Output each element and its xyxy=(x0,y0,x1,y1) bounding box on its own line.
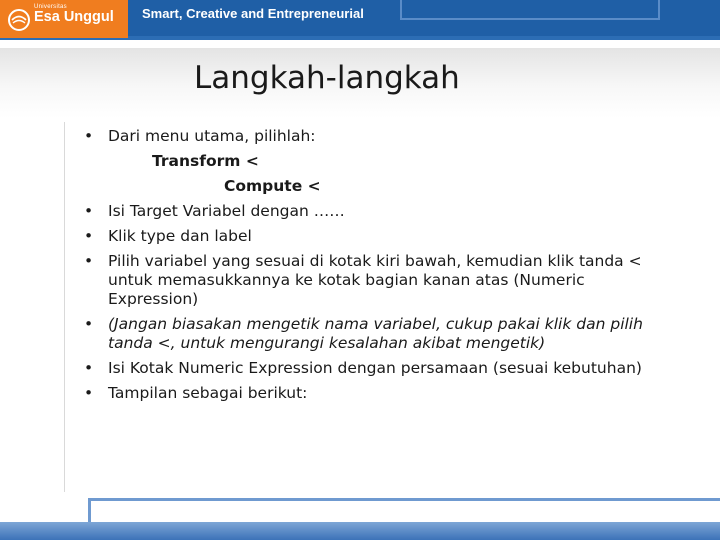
logo-globe-icon xyxy=(8,9,30,31)
bullet-item xyxy=(76,359,676,378)
bullet-text: (Jangan biasakan mengetik nama variabel, cukup pakai klik dan pilih tanda <, untuk mengurangi kesalahan akibat mengetik) xyxy=(108,315,643,352)
header-tagline: Smart, Creative and Entrepreneurial xyxy=(142,6,364,21)
bullet-icon: • xyxy=(84,252,94,270)
bullet-icon: • xyxy=(84,384,94,402)
bullet-text: Dari menu utama, pilihlah: xyxy=(108,127,316,145)
slide-body xyxy=(76,127,676,409)
left-divider xyxy=(64,122,65,492)
bullet-text: Pilih variabel yang sesuai di kotak kiri bawah, kemudian klik tanda < untuk memasukkannya ke kotak bagian kanan atas (Numeric Expression) xyxy=(108,252,642,308)
bullet-icon: • xyxy=(84,227,94,245)
logo-name: Esa Unggul xyxy=(34,9,114,25)
menu-path-transform: Transform < xyxy=(152,152,259,170)
university-logo xyxy=(0,0,128,38)
footer-bar xyxy=(0,522,720,540)
bullet-item xyxy=(76,202,676,221)
bullet-item xyxy=(76,227,676,246)
bullet-item xyxy=(76,384,676,403)
logo-small-text: Universitas xyxy=(34,4,67,10)
bullet-icon: • xyxy=(84,315,94,333)
header-frame-decoration xyxy=(400,0,660,20)
bullet-text: Tampilan sebagai berikut: xyxy=(108,384,308,402)
bullet-text: Klik type dan label xyxy=(108,227,252,245)
slide-title: Langkah-langkah xyxy=(194,60,460,96)
bullet-icon: • xyxy=(84,359,94,377)
bullet-icon: • xyxy=(84,202,94,220)
bullet-item xyxy=(76,127,676,196)
bullet-item xyxy=(76,252,676,309)
bullet-text: Isi Target Variabel dengan …… xyxy=(108,202,345,220)
bullet-icon: • xyxy=(84,127,94,145)
bullet-item xyxy=(76,315,676,353)
bullet-text: Isi Kotak Numeric Expression dengan persamaan (sesuai kebutuhan) xyxy=(108,359,642,377)
menu-path-compute: Compute < xyxy=(224,177,321,195)
